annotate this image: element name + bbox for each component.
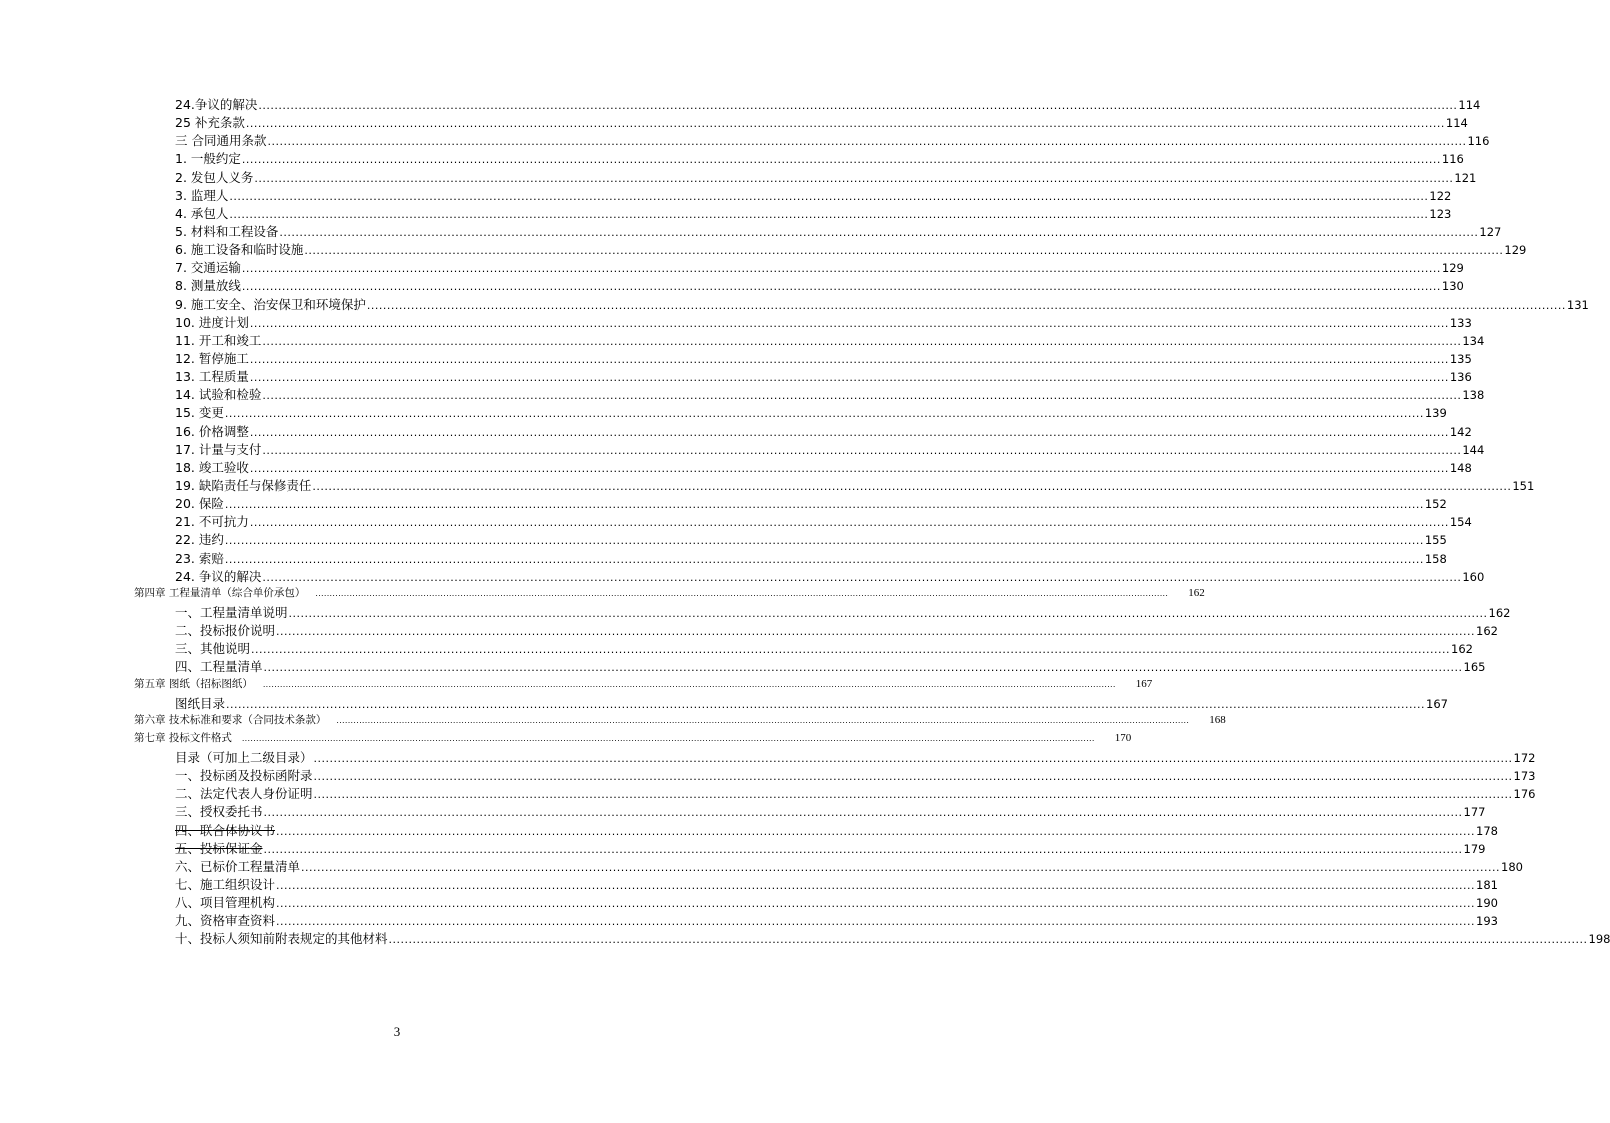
toc-entry[interactable] bbox=[0, 766, 1536, 784]
toc-entry-title: 3. 监理人 bbox=[175, 187, 229, 203]
toc-entry[interactable] bbox=[0, 694, 1448, 712]
toc-entry-title: 二、投标报价说明 bbox=[175, 623, 276, 639]
toc-entry-page: 165 bbox=[1463, 660, 1486, 675]
toc-entry[interactable] bbox=[0, 802, 1486, 820]
toc-entry-page: 181 bbox=[1476, 878, 1498, 893]
toc-leader-dots: ............................................................................................................................................................................................................................................................................................................ bbox=[315, 588, 1169, 598]
toc-leader-dots: ............................................................................................................................................................................................................................................................................................................ bbox=[366, 298, 1566, 312]
toc-entry[interactable] bbox=[0, 549, 1447, 567]
toc-leader-dots: ............................................................................................................................................................................................................................................................................................................ bbox=[241, 153, 1441, 167]
toc-leader-dots: ............................................................................................................................................................................................................................................................................................................ bbox=[313, 788, 1513, 802]
toc-leader-dots: ............................................................................................................................................................................................................................................................................................................ bbox=[229, 207, 1429, 221]
toc-entry-title: 2. 发包人义务 bbox=[175, 169, 254, 185]
toc-leader-dots: ............................................................................................................................................................................................................................................................................................................ bbox=[224, 534, 1424, 548]
toc-entry-title: 一、投标函及投标函附录 bbox=[175, 768, 313, 784]
toc-leader-dots: ............................................................................................................................................................................................................................................................................................................ bbox=[263, 842, 1463, 856]
toc-entry-page: 114 bbox=[1458, 98, 1481, 112]
toc-chapter-entry[interactable] bbox=[0, 585, 1205, 603]
toc-entry-title: 四、联合体协议书 bbox=[175, 822, 276, 838]
toc-entry-page: 134 bbox=[1462, 333, 1485, 348]
toc-entry-page: 162 bbox=[1451, 642, 1473, 657]
toc-entry-page: 176 bbox=[1513, 787, 1536, 802]
toc-entry-title: 21. 不可抗力 bbox=[175, 514, 249, 530]
toc-entry-title: 23. 索赔 bbox=[175, 550, 224, 566]
toc-leader-dots: ............................................................................................................................................................................................................................................................................................................ bbox=[262, 334, 1462, 348]
toc-leader-dots: ............................................................................................................................................................................................................................................................................................................ bbox=[262, 443, 1462, 457]
toc-entry-page: 116 bbox=[1441, 152, 1464, 167]
toc-entry-page: 116 bbox=[1467, 134, 1490, 149]
toc-entry-page: 142 bbox=[1449, 424, 1472, 439]
toc-entry-title: 第七章 投标文件格式 bbox=[134, 731, 232, 744]
toc-entry[interactable] bbox=[0, 276, 1464, 294]
toc-entry-title: 七、施工组织设计 bbox=[175, 877, 276, 893]
toc-leader-dots: ............................................................................................................................................................................................................................................................................................................ bbox=[258, 99, 1458, 112]
toc-entry-page: 129 bbox=[1441, 261, 1464, 276]
toc-leader-dots: ............................................................................................................................................................................................................................................................................................................ bbox=[249, 316, 1449, 330]
toc-entry[interactable] bbox=[0, 385, 1485, 403]
toc-entry-title: 16. 价格调整 bbox=[175, 423, 249, 439]
toc-entry-title: 图纸目录 bbox=[175, 695, 226, 711]
toc-entry[interactable] bbox=[0, 530, 1447, 548]
toc-entry-page: 167 bbox=[1426, 696, 1448, 711]
toc-entry-page: 193 bbox=[1476, 914, 1498, 929]
toc-chapter-entry[interactable] bbox=[0, 730, 1132, 748]
toc-entry-title: 22. 违约 bbox=[175, 532, 224, 548]
toc-entry-title: 二、法定代表人身份证明 bbox=[175, 786, 313, 802]
toc-entry-title: 8. 测量放线 bbox=[175, 278, 241, 294]
toc-entry-title: 第四章 工程量清单（综合单价承包） bbox=[134, 586, 306, 599]
toc-entry-title: 20. 保险 bbox=[175, 496, 224, 512]
toc-leader-dots: ............................................................................................................................................................................................................................................................................................................ bbox=[224, 552, 1424, 566]
toc-entry-page: 190 bbox=[1476, 896, 1498, 911]
toc-entry[interactable] bbox=[0, 113, 1468, 131]
toc-leader-dots: ............................................................................................................................................................................................................................................................................................................ bbox=[241, 733, 1095, 743]
toc-entry[interactable] bbox=[0, 313, 1472, 331]
toc-entry[interactable] bbox=[0, 422, 1472, 440]
toc-entry-page: 114 bbox=[1445, 116, 1468, 131]
toc-entry-title: 11. 开工和竣工 bbox=[175, 332, 262, 348]
toc-leader-dots: ............................................................................................................................................................................................................................................................................................................ bbox=[241, 280, 1441, 294]
toc-entry[interactable] bbox=[0, 258, 1464, 276]
toc-entry-title: 一、工程量清单说明 bbox=[175, 604, 288, 620]
toc-leader-dots: ............................................................................................................................................................................................................................................................................................................ bbox=[249, 461, 1449, 475]
toc-entry-title: 5. 材料和工程设备 bbox=[175, 223, 279, 239]
toc-entry[interactable] bbox=[0, 621, 1498, 639]
toc-entry-page: 162 bbox=[1488, 605, 1511, 620]
toc-entry-page: 152 bbox=[1424, 497, 1447, 512]
toc-entry[interactable] bbox=[0, 458, 1472, 476]
toc-entry-title: 三、其他说明 bbox=[175, 641, 251, 657]
toc-entry-title: 17. 计量与支付 bbox=[175, 441, 262, 457]
toc-entry-title: 目录（可加上二级目录） bbox=[175, 750, 313, 766]
toc-entry-title: 19. 缺陷责任与保修责任 bbox=[175, 477, 312, 493]
toc-entry[interactable] bbox=[0, 748, 1536, 766]
toc-entry-page: 172 bbox=[1513, 751, 1536, 766]
toc-entry-title: 13. 工程质量 bbox=[175, 369, 249, 385]
toc-leader-dots: ............................................................................................................................................................................................................................................................................................................ bbox=[241, 262, 1441, 276]
toc-entry-page: 158 bbox=[1424, 551, 1447, 566]
toc-entry-page: 160 bbox=[1462, 569, 1485, 584]
toc-entry[interactable] bbox=[0, 875, 1498, 893]
toc-leader-dots: ............................................................................................................................................................................................................................................................................................................ bbox=[336, 715, 1190, 725]
toc-entry-page: 135 bbox=[1449, 351, 1472, 366]
toc-entry[interactable] bbox=[0, 657, 1486, 675]
toc-entry-page: 168 bbox=[1209, 713, 1226, 726]
toc-leader-dots: ............................................................................................................................................................................................................................................................................................................ bbox=[263, 806, 1463, 820]
toc-entry-page: 178 bbox=[1476, 823, 1498, 838]
toc-entry-title: 18. 竣工验收 bbox=[175, 459, 249, 475]
toc-entry-page: 148 bbox=[1449, 460, 1472, 475]
toc-entry[interactable] bbox=[0, 222, 1502, 240]
toc-entry-title: 第六章 技术标准和要求（合同技术条款） bbox=[134, 713, 327, 726]
toc-leader-dots: ............................................................................................................................................................................................................................................................................................................ bbox=[245, 117, 1445, 131]
toc-entry-page: 177 bbox=[1463, 805, 1486, 820]
toc-leader-dots: ............................................................................................................................................................................................................................................................................................................ bbox=[249, 352, 1449, 366]
toc-entry-page: 179 bbox=[1463, 841, 1486, 856]
toc-entry[interactable] bbox=[0, 512, 1472, 530]
toc-entry[interactable] bbox=[0, 131, 1490, 149]
toc-entry-page: 138 bbox=[1462, 388, 1485, 403]
toc-leader-dots: ............................................................................................................................................................................................................................................................................................................ bbox=[304, 244, 1504, 258]
toc-entry-page: 133 bbox=[1449, 315, 1472, 330]
toc-entry-title: 25 补充条款 bbox=[175, 115, 245, 131]
toc-entry-title: 九、资格审查资料 bbox=[175, 913, 276, 929]
toc-chapter-entry[interactable] bbox=[0, 676, 1153, 694]
toc-entry-title: 14. 试验和检验 bbox=[175, 387, 262, 403]
toc-leader-dots: ............................................................................................................................................................................................................................................................................................................ bbox=[229, 189, 1429, 203]
toc-entry-title: 第五章 图纸（招标图纸） bbox=[134, 677, 253, 690]
toc-entry[interactable] bbox=[0, 494, 1447, 512]
toc-leader-dots: ............................................................................................................................................................................................................................................................................................................ bbox=[251, 643, 1450, 657]
toc-entry-page: 154 bbox=[1449, 515, 1472, 530]
toc-entry-title: 三、授权委托书 bbox=[175, 804, 263, 820]
toc-entry-page: 139 bbox=[1424, 406, 1447, 421]
toc-entry-title: 三 合同通用条款 bbox=[175, 133, 267, 149]
toc-entry[interactable] bbox=[0, 367, 1472, 385]
table-of-contents bbox=[0, 95, 1610, 948]
toc-entry-page: 155 bbox=[1424, 533, 1447, 548]
toc-entry-page: 180 bbox=[1501, 859, 1523, 874]
toc-entry[interactable] bbox=[0, 403, 1447, 421]
toc-entry-title: 十、投标人须知前附表规定的其他材料 bbox=[175, 931, 388, 947]
toc-entry-page: 131 bbox=[1566, 297, 1589, 312]
toc-entry-title: 12. 暂停施工 bbox=[175, 350, 249, 366]
toc-entry[interactable] bbox=[0, 240, 1527, 258]
toc-entry-page: 198 bbox=[1588, 932, 1610, 947]
toc-leader-dots: ............................................................................................................................................................................................................................................................................................................ bbox=[254, 171, 1454, 185]
toc-entry-title: 15. 变更 bbox=[175, 405, 224, 421]
toc-leader-dots: ............................................................................................................................................................................................................................................................................................................ bbox=[263, 661, 1463, 675]
toc-leader-dots: ............................................................................................................................................................................................................................................................................................................ bbox=[224, 498, 1424, 512]
toc-entry-page: 162 bbox=[1188, 586, 1205, 599]
toc-leader-dots: ............................................................................................................................................................................................................................................................................................................ bbox=[313, 770, 1513, 784]
toc-entry-page: 173 bbox=[1513, 769, 1536, 784]
toc-entry[interactable] bbox=[0, 204, 1452, 222]
toc-leader-dots: ............................................................................................................................................................................................................................................................................................................ bbox=[262, 679, 1116, 689]
toc-entry[interactable] bbox=[0, 893, 1498, 911]
toc-entry-title: 八、项目管理机构 bbox=[175, 895, 276, 911]
toc-leader-dots: ............................................................................................................................................................................................................................................................................................................ bbox=[276, 625, 1475, 639]
toc-entry[interactable] bbox=[0, 295, 1589, 313]
toc-entry[interactable] bbox=[0, 168, 1477, 186]
toc-leader-dots: ............................................................................................................................................................................................................................................................................................................ bbox=[224, 407, 1424, 421]
toc-entry[interactable] bbox=[0, 929, 1610, 947]
toc-entry[interactable] bbox=[0, 440, 1485, 458]
toc-entry[interactable] bbox=[0, 603, 1511, 621]
toc-entry-page: 122 bbox=[1429, 188, 1452, 203]
toc-entry[interactable] bbox=[0, 331, 1485, 349]
toc-entry[interactable] bbox=[0, 784, 1536, 802]
page-number: 3 bbox=[393, 1024, 401, 1039]
toc-entry-page: 162 bbox=[1476, 624, 1498, 639]
toc-entry-page: 127 bbox=[1479, 224, 1502, 239]
toc-leader-dots: ............................................................................................................................................................................................................................................................................................................ bbox=[226, 697, 1425, 711]
toc-chapter-entry[interactable] bbox=[0, 712, 1226, 730]
toc-leader-dots: ............................................................................................................................................................................................................................................................................................................ bbox=[267, 135, 1467, 149]
toc-entry-page: 144 bbox=[1462, 442, 1485, 457]
toc-leader-dots: ............................................................................................................................................................................................................................................................................................................ bbox=[262, 389, 1462, 403]
toc-leader-dots: ............................................................................................................................................................................................................................................................................................................ bbox=[249, 371, 1449, 385]
toc-entry-title: 24.争议的解决 bbox=[175, 97, 258, 112]
toc-entry-title: 10. 进度计划 bbox=[175, 314, 249, 330]
toc-leader-dots: ............................................................................................................................................................................................................................................................................................................ bbox=[249, 425, 1449, 439]
toc-entry[interactable] bbox=[0, 567, 1485, 585]
toc-entry-page: 167 bbox=[1135, 677, 1153, 690]
toc-entry[interactable] bbox=[0, 149, 1464, 167]
toc-entry-title: 9. 施工安全、治安保卫和环境保护 bbox=[175, 296, 366, 312]
toc-entry-page: 129 bbox=[1504, 243, 1527, 258]
toc-leader-dots: ............................................................................................................................................................................................................................................................................................................ bbox=[312, 479, 1512, 493]
toc-entry[interactable] bbox=[0, 911, 1498, 929]
toc-leader-dots: ............................................................................................................................................................................................................................................................................................................ bbox=[388, 933, 1588, 947]
toc-leader-dots: ............................................................................................................................................................................................................................................................................................................ bbox=[279, 225, 1479, 239]
toc-entry-title: 五、投标保证金 bbox=[175, 840, 263, 856]
toc-leader-dots: ............................................................................................................................................................................................................................................................................................................ bbox=[276, 897, 1475, 911]
toc-leader-dots: ............................................................................................................................................................................................................................................................................................................ bbox=[276, 915, 1475, 929]
toc-entry[interactable] bbox=[0, 186, 1452, 204]
toc-entry[interactable] bbox=[0, 839, 1486, 857]
toc-entry-page: 123 bbox=[1429, 206, 1452, 221]
toc-entry[interactable] bbox=[0, 349, 1472, 367]
toc-entry-title: 六、已标价工程量清单 bbox=[175, 858, 301, 874]
toc-leader-dots: ............................................................................................................................................................................................................................................................................................................ bbox=[288, 606, 1488, 620]
toc-entry-page: 136 bbox=[1449, 370, 1472, 385]
toc-leader-dots: ............................................................................................................................................................................................................................................................................................................ bbox=[249, 516, 1449, 530]
toc-leader-dots: ............................................................................................................................................................................................................................................................................................................ bbox=[276, 824, 1475, 838]
toc-entry[interactable] bbox=[0, 476, 1535, 494]
toc-entry-title: 24. 争议的解决 bbox=[175, 568, 262, 584]
toc-entry-title: 7. 交通运输 bbox=[175, 260, 241, 276]
toc-leader-dots: ............................................................................................................................................................................................................................................................................................................ bbox=[301, 860, 1500, 874]
toc-entry[interactable] bbox=[0, 639, 1473, 657]
toc-entry-title: 4. 承包人 bbox=[175, 205, 229, 221]
toc-leader-dots: ............................................................................................................................................................................................................................................................................................................ bbox=[262, 570, 1462, 584]
toc-entry[interactable] bbox=[0, 821, 1498, 839]
toc-leader-dots: ............................................................................................................................................................................................................................................................................................................ bbox=[313, 752, 1513, 766]
toc-entry[interactable] bbox=[0, 857, 1523, 875]
toc-entry-page: 170 bbox=[1114, 731, 1132, 744]
toc-entry-title: 1. 一般约定 bbox=[175, 151, 241, 167]
toc-entry-page: 151 bbox=[1512, 478, 1535, 493]
toc-entry-page: 121 bbox=[1454, 170, 1477, 185]
toc-entry-title: 6. 施工设备和临时设施 bbox=[175, 242, 304, 258]
toc-entry-title: 四、工程量清单 bbox=[175, 659, 263, 675]
toc-entry[interactable] bbox=[0, 95, 1481, 113]
toc-leader-dots: ............................................................................................................................................................................................................................................................................................................ bbox=[276, 879, 1475, 893]
toc-entry-page: 130 bbox=[1441, 279, 1464, 294]
